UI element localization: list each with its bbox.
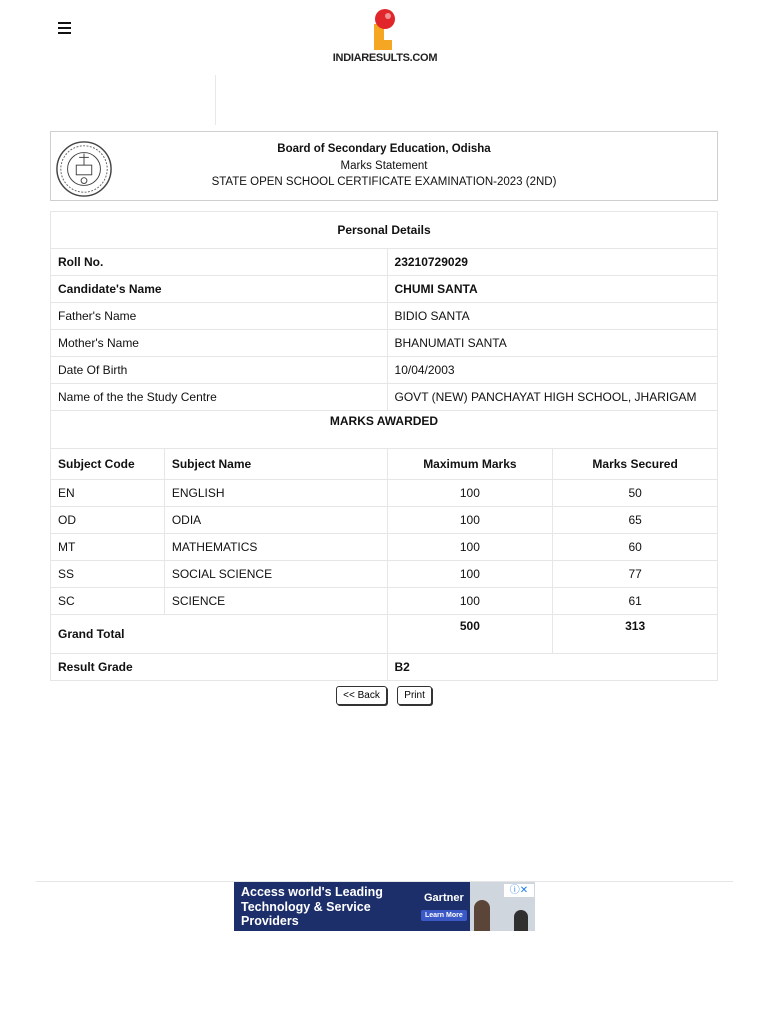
subject-code: MT [51,534,165,561]
father-label: Father's Name [51,303,388,330]
document-type: Marks Statement [340,159,428,172]
board-name: Board of Secondary Education, Odisha [277,143,491,156]
section-row [51,411,718,449]
marks-secured-header: Marks Secured [553,449,718,480]
mother-label: Mother's Name [51,330,388,357]
hamburger-bar [58,32,71,34]
ad-headline-line: Providers [241,914,299,928]
logo-mark-icon [370,8,400,50]
print-button[interactable]: Print [397,686,432,705]
ad-close-icon[interactable]: ⓘ✕ [504,884,534,897]
marks-table [50,211,718,681]
subject-row [51,534,718,561]
subject-row [51,480,718,507]
subject-name-header: Subject Name [164,449,387,480]
roll-value: 23210729029 [387,249,717,276]
candidate-row [51,276,718,303]
back-button[interactable]: << Back [336,686,387,705]
roll-label: Roll No. [51,249,388,276]
subject-row [51,588,718,615]
subject-code: EN [51,480,165,507]
marks-header-row [51,449,718,480]
subject-name: SOCIAL SCIENCE [164,561,387,588]
maximum-marks-header: Maximum Marks [387,449,553,480]
marks-secured: 50 [553,480,718,507]
header-text [51,141,717,191]
marks-secured: 60 [553,534,718,561]
hamburger-bar [58,22,71,24]
subject-name: ENGLISH [164,480,387,507]
mother-row [51,330,718,357]
marks-secured: 77 [553,561,718,588]
subject-code: SS [51,561,165,588]
candidate-value: CHUMI SANTA [387,276,717,303]
maximum-marks: 100 [387,534,553,561]
grand-total-max: 500 [387,615,553,654]
mother-value: BHANUMATI SANTA [387,330,717,357]
exam-name: STATE OPEN SCHOOL CERTIFICATE EXAMINATION-2023 (2ND) [211,176,557,189]
advertisement-banner[interactable] [234,882,535,931]
subject-row [51,507,718,534]
father-row [51,303,718,330]
subject-code: OD [51,507,165,534]
hamburger-bar [58,27,71,29]
ad-headline-line: Access world's Leading [241,885,383,899]
grand-total-secured: 313 [553,615,718,654]
subject-row [51,561,718,588]
grand-total-row [51,615,718,654]
dob-label: Date Of Birth [51,357,388,384]
section-row [51,212,718,249]
ad-image-person [514,910,528,931]
ad-learn-more-button[interactable]: Learn More [421,910,467,921]
personal-details-title: Personal Details [51,212,718,249]
ad-image-person [474,900,490,931]
candidate-label: Candidate's Name [51,276,388,303]
subject-code: SC [51,588,165,615]
centre-label: Name of the the Study Centre [51,384,388,411]
hamburger-icon[interactable] [58,22,71,34]
maximum-marks: 100 [387,588,553,615]
marks-statement [50,131,718,705]
grand-total-label: Grand Total [51,615,388,654]
divider [215,75,216,125]
maximum-marks: 100 [387,561,553,588]
marks-awarded-title: MARKS AWARDED [51,411,718,449]
marks-secured: 61 [553,588,718,615]
dob-value: 10/04/2003 [387,357,717,384]
subject-name: ODIA [164,507,387,534]
action-buttons [50,685,718,705]
subject-code-header: Subject Code [51,449,165,480]
grade-value: B2 [387,654,717,681]
grade-label: Result Grade [51,654,388,681]
site-logo[interactable] [325,8,445,68]
ad-headline [241,885,383,929]
ad-headline-line: Technology & Service [241,899,371,914]
centre-value: GOVT (NEW) PANCHAYAT HIGH SCHOOL, JHARIGAM [387,384,717,411]
logo-text: INDIARESULTS.COM [332,52,438,64]
roll-row [51,249,718,276]
grade-row [51,654,718,681]
centre-row [51,384,718,411]
board-seal-icon [55,140,113,198]
maximum-marks: 100 [387,507,553,534]
marks-secured: 65 [553,507,718,534]
subject-name: SCIENCE [164,588,387,615]
ad-brand: Gartner [424,892,464,904]
statement-header [50,131,718,201]
father-value: BIDIO SANTA [387,303,717,330]
maximum-marks: 100 [387,480,553,507]
dob-row [51,357,718,384]
subject-name: MATHEMATICS [164,534,387,561]
